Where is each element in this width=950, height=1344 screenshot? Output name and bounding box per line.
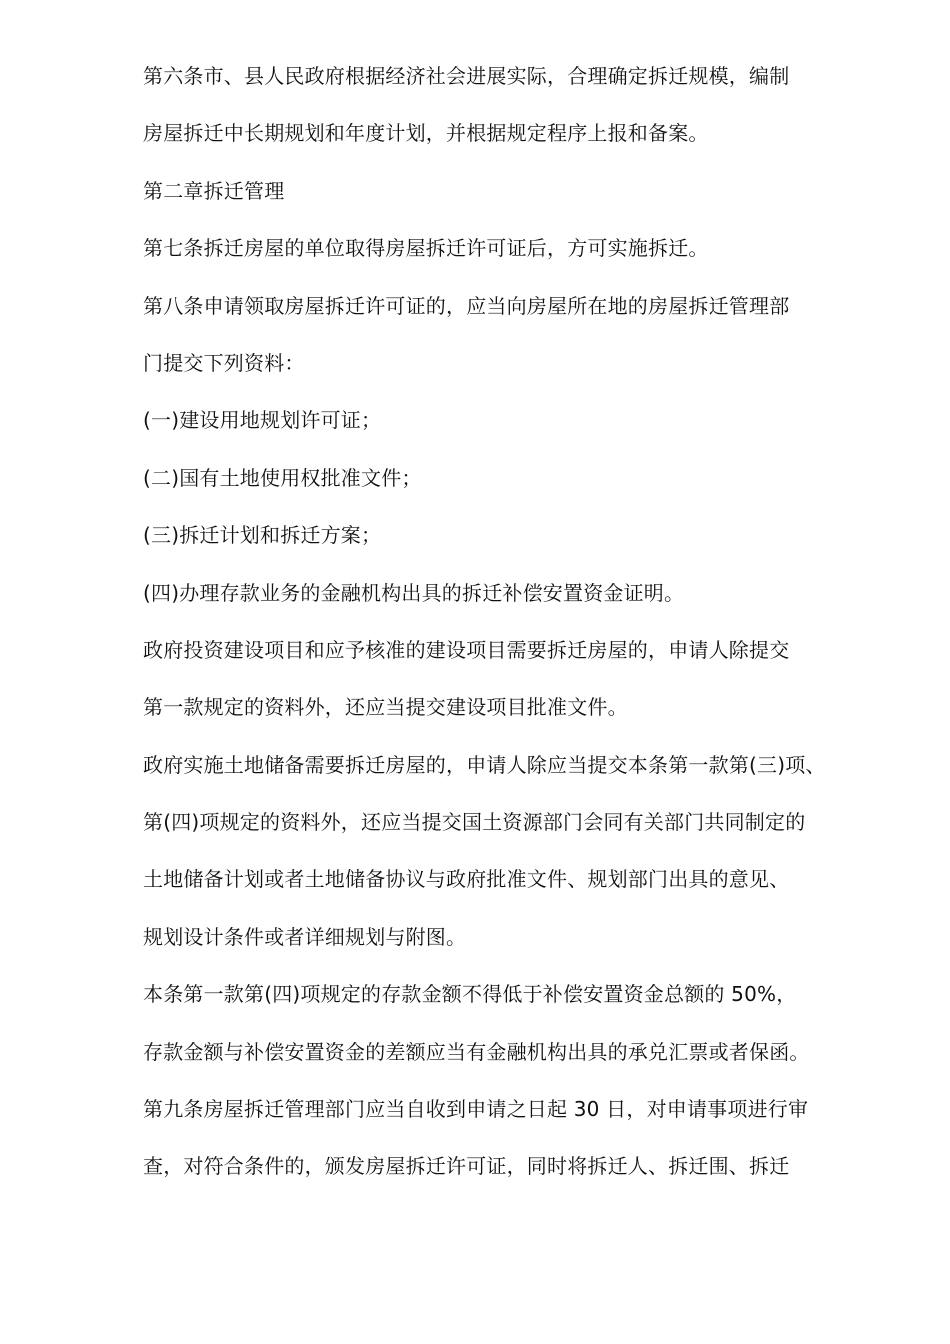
text-line: 第七条拆迁房屋的单位取得房屋拆迁许可证后，方可实施拆迁。 [143, 236, 709, 261]
list-item: (三)拆迁计划和拆迁方案； [143, 523, 382, 548]
text-line: 规划设计条件或者详细规划与附图。 [143, 924, 467, 949]
text-line: 存款金额与补偿安置资金的差额应当有金融机构出具的承兑汇票或者保函。 [143, 1039, 810, 1064]
text-line: 第六条市、县人民政府根据经济社会进展实际，合理确定拆迁规模，编制 [143, 64, 790, 88]
text-line: 第一款规定的资料外，还应当提交建设项目批准文件。 [143, 695, 628, 720]
text-line: 本条第一款第(四)项规定的存款金额不得低于补偿安置资金总额的 50%， [143, 982, 797, 1007]
text-line: 门提交下列资料： [143, 350, 305, 375]
document-body [143, 56, 903, 1204]
text-line: 房屋拆迁中长期规划和年度计划，并根据规定程序上报和备案。 [143, 121, 709, 146]
text-line: 第九条房屋拆迁管理部门应当自收到申请之日起 30 日，对申请事项进行审 [143, 1097, 809, 1122]
text-line: 第八条申请领取房屋拆迁许可证的，应当向房屋所在地的房屋拆迁管理部 [143, 293, 790, 318]
text-line: 土地储备计划或者土地储备协议与政府批准文件、规划部门出具的意见、 [143, 867, 790, 892]
list-item: (四)办理存款业务的金融机构出具的拆迁补偿安置资金证明。 [143, 580, 685, 605]
text-line: 政府实施土地储备需要拆迁房屋的，申请人除应当提交本条第一款第(三)项、 [143, 752, 826, 777]
text-line: 第(四)项规定的资料外，还应当提交国土资源部门会同有关部门共同制定的 [143, 810, 806, 835]
chapter-heading: 第二章拆迁管理 [143, 178, 285, 203]
list-item: (一)建设用地规划许可证； [143, 408, 382, 433]
list-item: (二)国有土地使用权批准文件； [143, 465, 422, 490]
text-line: 查，对符合条件的，颁发房屋拆迁许可证，同时将拆迁人、拆迁围、拆迁 [143, 1154, 790, 1179]
text-line: 政府投资建设项目和应予核准的建设项目需要拆迁房屋的，申请人除提交 [143, 637, 790, 662]
